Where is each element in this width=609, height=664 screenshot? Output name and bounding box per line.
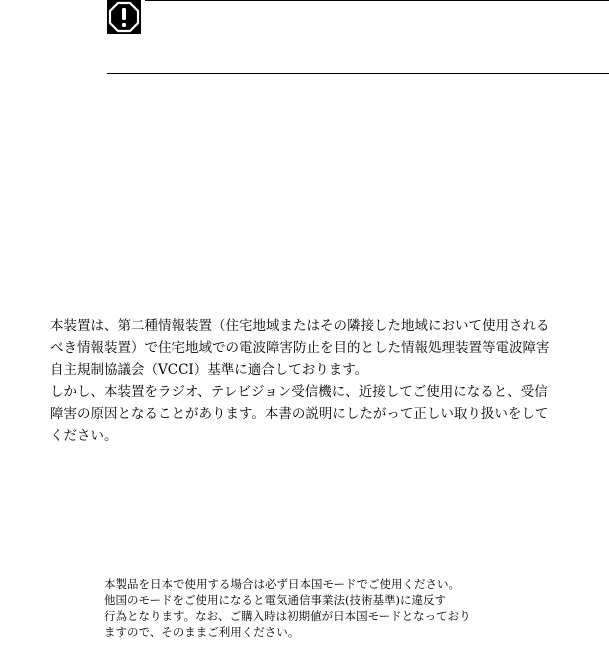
japan-mode-notice <box>104 576 524 640</box>
warning-icon <box>107 0 141 34</box>
vcci-line-3: 自主規制協議会（VCCI）基準に適合しております。 <box>50 362 369 378</box>
japan-mode-line-4: ますので、そのままご利用ください。 <box>104 625 300 639</box>
vcci-line-5: 障害の原因となることがあります。本書の説明にしたがって正しい取り扱いをして <box>50 406 549 422</box>
vcci-line-1: 本装置は、第二種情報装置（住宅地域またはその隣接した地域において使用される <box>50 318 550 334</box>
japan-mode-line-1: 本製品を日本で使用する場合は必ず日本国モードでご使用ください。 <box>104 577 461 591</box>
vcci-line-6: ください。 <box>50 428 118 444</box>
vcci-line-2: べき情報装置）で住宅地域での電波障害防止を目的とした情報処理装置等電波障害 <box>50 340 550 356</box>
bottom-rule <box>107 73 609 74</box>
japan-mode-line-3: 行為となります。なお、ご購入時は初期値が日本国モードとなっており <box>104 609 471 623</box>
vcci-line-4: しかし、本装置をラジオ、テレビジョン受信機に、近接してご使用になると、受信 <box>50 384 548 400</box>
japan-mode-line-2: 他国のモードをご使用になると電気通信事業法(技術基準)に違反す <box>104 593 447 607</box>
vcci-notice <box>50 315 590 447</box>
top-rule <box>145 0 609 1</box>
